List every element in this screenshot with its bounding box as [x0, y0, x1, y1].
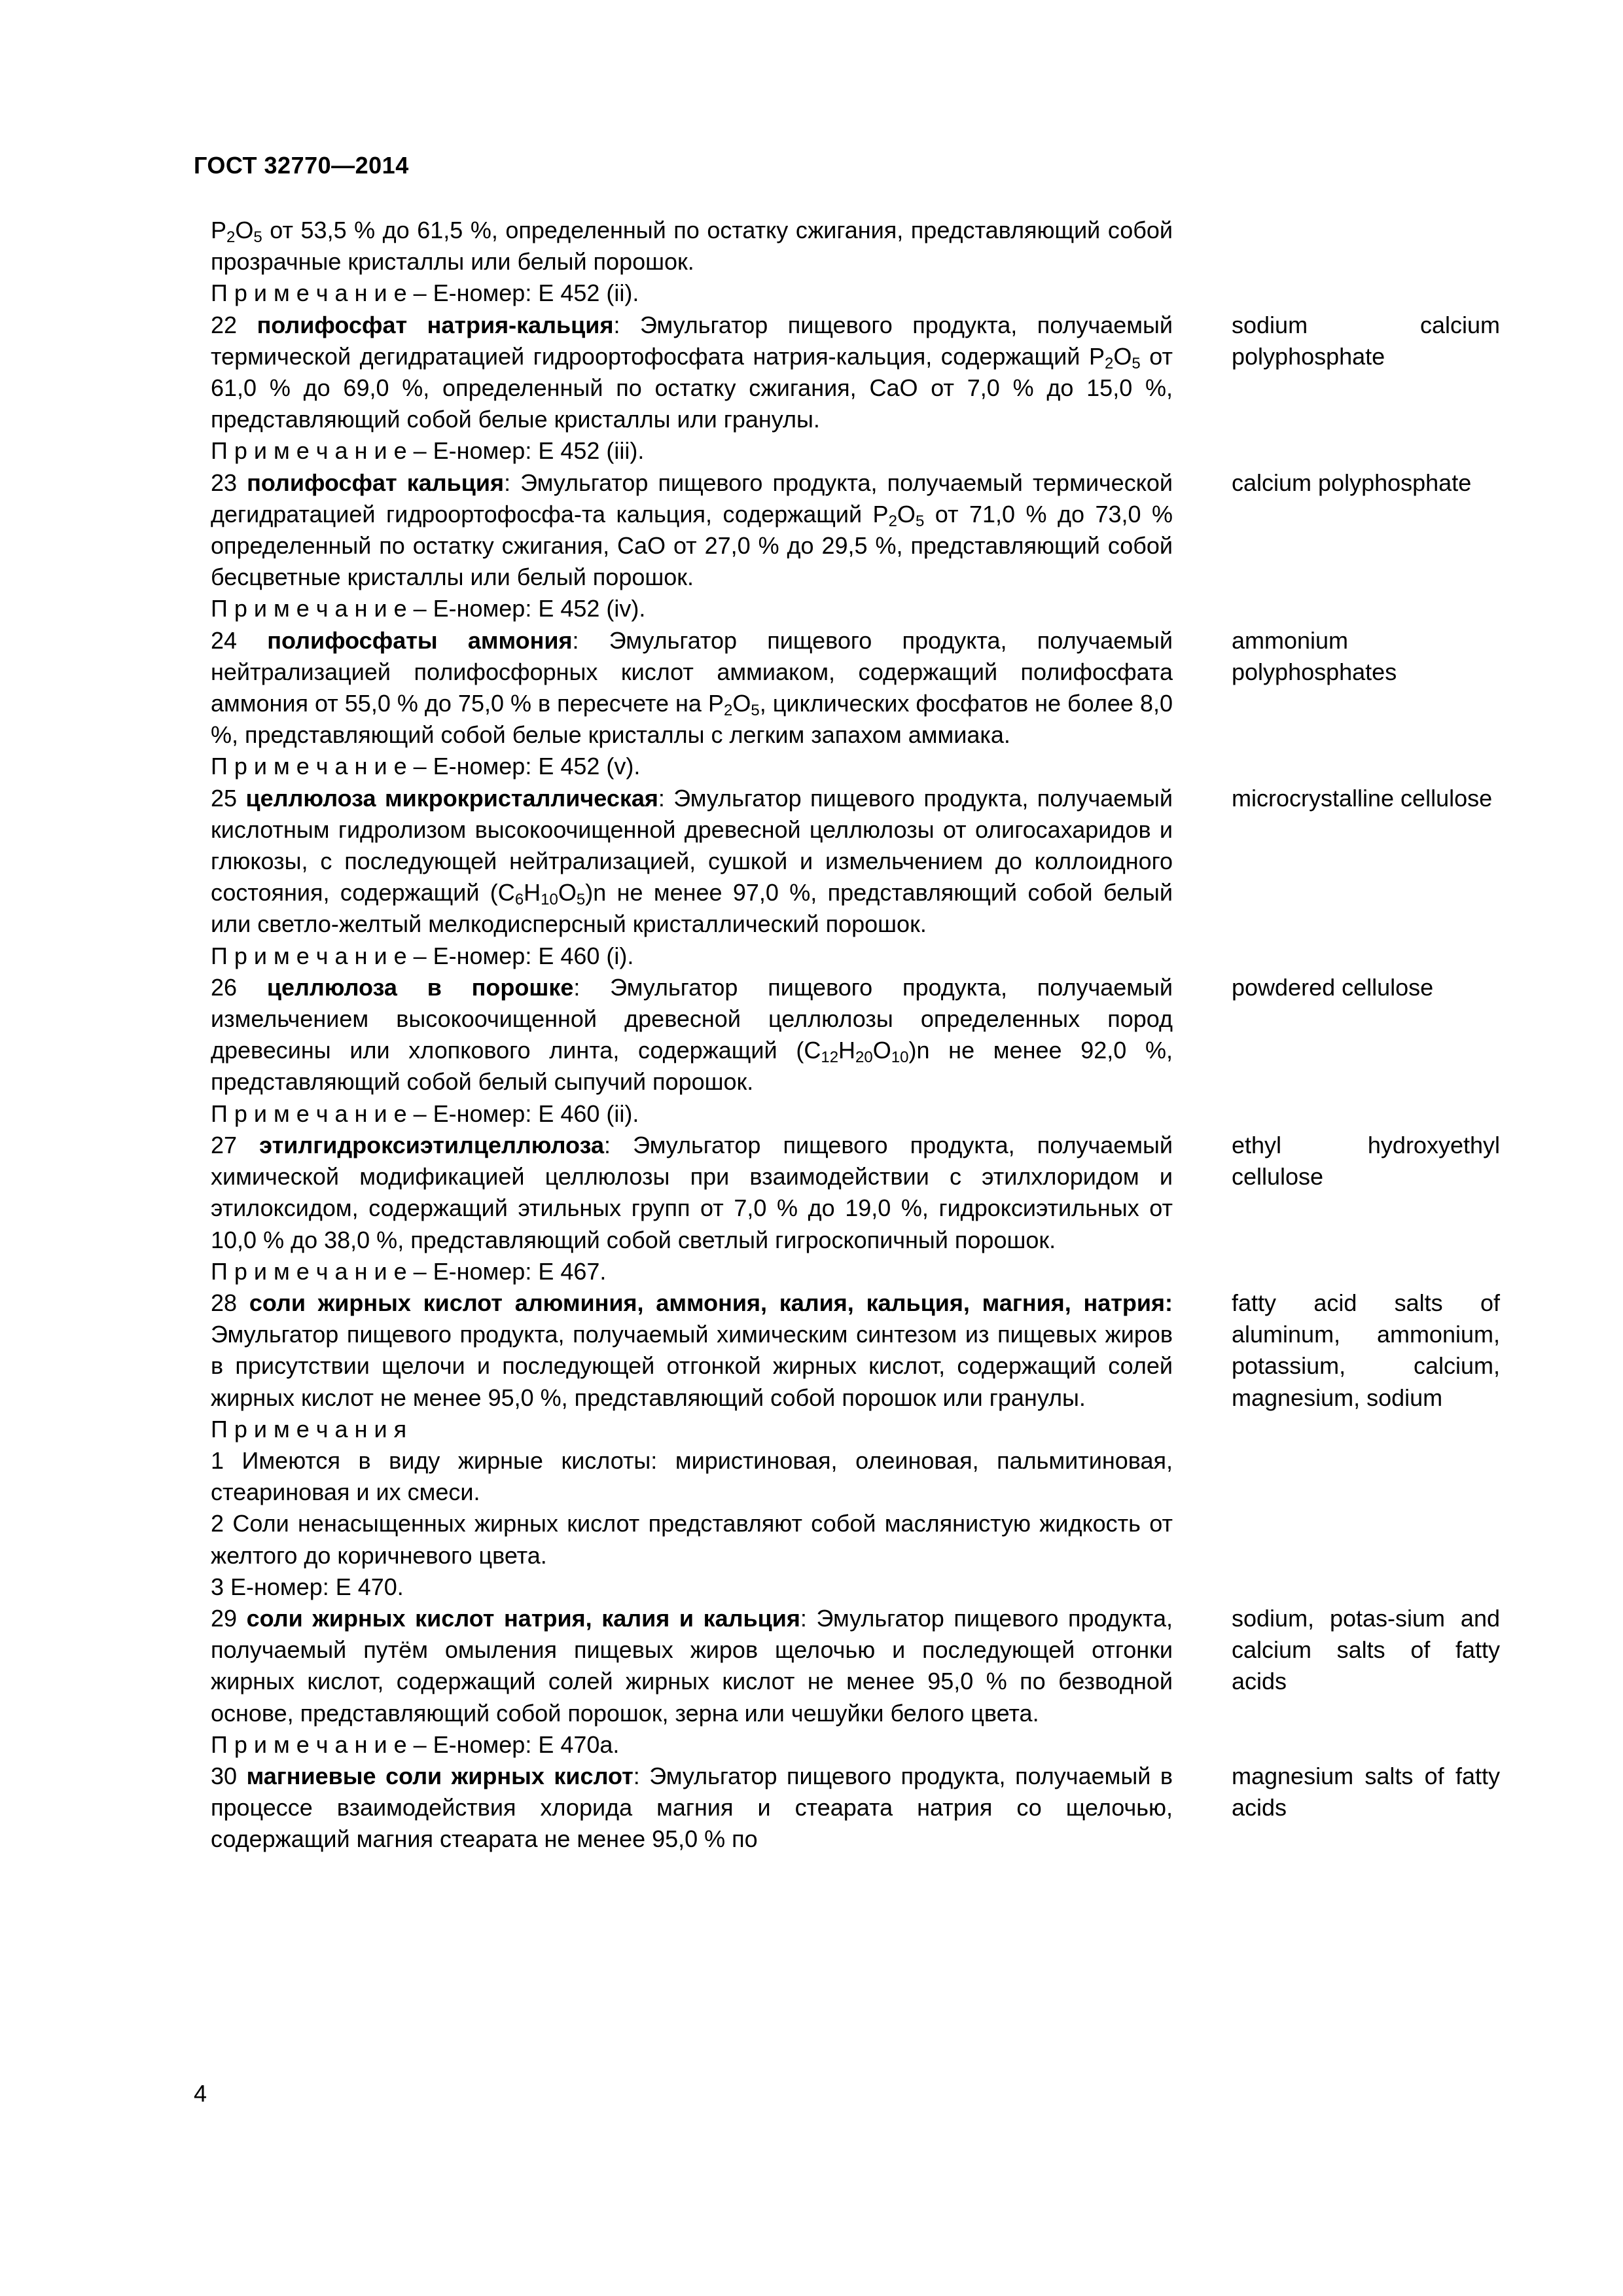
entry-english-term: magnesium salts of fatty acids [1232, 1762, 1500, 1821]
entry-term: целлюлоза микрокристаллическая [245, 784, 658, 812]
note-label: П р и м е ч а н и е [211, 1731, 407, 1758]
note-item: 1 Имеются в виду жирные кислоты: миристиновая, олеиновая, пальмитиновая, стеариновая и их смеси. [211, 1446, 1173, 1506]
entry-english-term: powdered cellulose [1232, 973, 1434, 1001]
entry-english-term: microcrystalline cellulose [1232, 784, 1493, 812]
entry-term: целлюлоза в порошке [266, 973, 574, 1001]
note-label: П р и м е ч а н и е [211, 942, 407, 969]
entry-term: соли жирных кислот алюминия, аммония, калия, кальция, магния, натрия: [249, 1289, 1173, 1316]
entry-term: соли жирных кислот натрия, калия и кальция [246, 1604, 800, 1632]
note-item: 2 Соли ненасыщенных жирных кислот представляют собой маслянистую жидкость от желтого до коричневого цвета. [211, 1510, 1173, 1569]
note-label: П р и м е ч а н и е [211, 1100, 407, 1127]
entry-28 [211, 1287, 1500, 1603]
entry-english-term: fatty acid salts of aluminum, ammonium, potassium, calcium, magnesium, sodium [1232, 1289, 1500, 1411]
entry-english-term: ammonium polyphosphates [1232, 626, 1397, 685]
entry-term: полифосфат кальция [247, 469, 505, 496]
entry-29 [211, 1603, 1500, 1761]
entry-definition: 28 соли жирных кислот алюминия, аммония, калия, кальция, магния, натрия: Эмульгатор пищевого продукта, получаемый химическим синтезом из пищевых жиров в присутствии щелочи и последующей отгонкой жирных кислот, содержащий солей жирных кислот не менее 95,0 %, представляющий собой порошок или гранулы. П р и м е ч а н и я 1 Имеются в виду жирные кислоты: миристиновая, олеиновая, пальмитиновая, стеариновая и их смеси. 2 Соли ненасыщенных жирных кислот представляют собой маслянистую жидкость от желтого до коричневого цвета. 3 Е-номер: Е 470. [211, 1289, 1173, 1600]
entry-25 [211, 783, 1500, 972]
entry-definition: 24 полифосфаты аммония: Эмульгатор пищевого продукта, получаемый нейтрализацией полифосфорных кислот аммиаком, содержащий полифосфата аммония от 55,0 % до 75,0 % в пересчете на $P_2O_5$, циклических фосфатов не более 8,0 %, представляющий собой белые кристаллы с легким запахом аммиака. П р и м е ч а н и е – Е-номер: Е 452 (v). [211, 626, 1173, 780]
note-label: П р и м е ч а н и е [211, 753, 407, 780]
intro-text: $P_2O_5$ от 53,5 % до 61,5 %, определенный по остатку сжигания, представляющий собой прозрачные кристаллы или белый порошок. П р и м е ч а н и е – Е-номер: Е 452 (ii). [211, 217, 1173, 307]
entry-english-term: sodium, potas-sium and calcium salts of fatty acids [1232, 1604, 1500, 1695]
document-body [211, 215, 1500, 1856]
notes-label: П р и м е ч а н и я [211, 1415, 407, 1443]
entry-definition: 30 магниевые соли жирных кислот: Эмульгатор пищевого продукта, получаемый в процессе взаимодействия хлорида магния и стеарата натрия со щелочью, содержащий магния стеарата не менее 95,0 % по [211, 1762, 1173, 1853]
entry-term: магниевые соли жирных кислот [246, 1762, 633, 1789]
page-number: 4 [194, 2080, 207, 2107]
entry-27 [211, 1130, 1500, 1287]
entry-definition: 22 полифосфат натрия-кальция: Эмульгатор пищевого продукта, получаемый термической дегидратацией гидроортофосфата натрия-кальция, содержащий $P_2O_5$ от 61,0 % до 69,0 %, определенный по остатку сжигания, CaO от 7,0 % до 15,0 %, представляющий собой белые кристаллы или гранулы. П р и м е ч а н и е – Е-номер: Е 452 (iii). [211, 311, 1173, 465]
entry-definition: 26 целлюлоза в порошке: Эмульгатор пищевого продукта, получаемый измельчением высокоочищенной древесной целлюлозы определенных пород древесины или хлопкового линта, содержащий $(C_{12}H_{20}O_{10})n$ не менее 92,0 %, представляющий собой белый сыпучий порошок. П р и м е ч а н и е – Е-номер: Е 460 (ii). [211, 973, 1173, 1127]
entry-23 [211, 467, 1500, 625]
entry-26 [211, 972, 1500, 1130]
document-header: ГОСТ 32770—2014 [194, 152, 409, 179]
entry-definition: 29 соли жирных кислот натрия, калия и кальция: Эмульгатор пищевого продукта, получаемый путём омыления пищевых жиров щелочью и последующей отгонки жирных кислот, содержащий солей жирных кислот не менее 95,0 % по безводной основе, представляющий собой порошок, зерна или чешуйки белого цвета. П р и м е ч а н и е – Е-номер: Е 470а. [211, 1604, 1173, 1758]
entry-definition: 25 целлюлоза микрокристаллическая: Эмульгатор пищевого продукта, получаемый кислотным гидролизом высокоочищенной древесной целлюлозы от олигосахаридов и глюкозы, с последующей нейтрализацией, сушкой и измельчением до коллоидного состояния, содержащий $(C_6H_{10}O_5)n$ не менее 97,0 %, представляющий собой белый или светло-желтый мелкодисперсный кристаллический порошок. П р и м е ч а н и е – Е-номер: Е 460 (i). [211, 784, 1173, 969]
note-label: П р и м е ч а н и е [211, 595, 407, 622]
entry-22 [211, 310, 1500, 467]
entry-term: этилгидроксиэтилцеллюлоза [259, 1131, 604, 1158]
entry-english-term: calcium polyphosphate [1232, 469, 1472, 496]
note-label: П р и м е ч а н и е [211, 279, 407, 307]
note-item: 3 Е-номер: Е 470. [211, 1573, 404, 1600]
entry-24 [211, 625, 1500, 783]
entry-english-term: sodium calcium polyphosphate [1232, 311, 1500, 370]
entry-definition: 27 этилгидроксиэтилцеллюлоза: Эмульгатор пищевого продукта, получаемый химической модификацией целлюлозы при взаимодействии с этилхлоридом и этилоксидом, содержащий этильных групп от 7,0 % до 19,0 %, гидроксиэтильных от 10,0 % до 38,0 %, представляющий собой светлый гигроскопичный порошок. П р и м е ч а н и е – Е-номер: Е 467. [211, 1131, 1173, 1285]
entry-term: полифосфат натрия-кальция [257, 311, 614, 338]
note-label: П р и м е ч а н и е [211, 1257, 407, 1285]
entry-30 [211, 1761, 1500, 1856]
entry-term: полифосфаты аммония [267, 626, 573, 654]
entry-definition: 23 полифосфат кальция: Эмульгатор пищевого продукта, получаемый термической дегидратацией гидроортофосфа-та кальция, содержащий $P_2O_5$ от 71,0 % до 73,0 % определенный по остатку сжигания, CaO от 27,0 % до 29,5 %, представляющий собой бесцветные кристаллы или белый порошок. П р и м е ч а н и е – Е-номер: Е 452 (iv). [211, 469, 1173, 622]
entry-english-term: ethyl hydroxyethyl cellulose [1232, 1131, 1500, 1191]
intro-block [211, 215, 1500, 310]
note-label: П р и м е ч а н и е [211, 437, 407, 465]
